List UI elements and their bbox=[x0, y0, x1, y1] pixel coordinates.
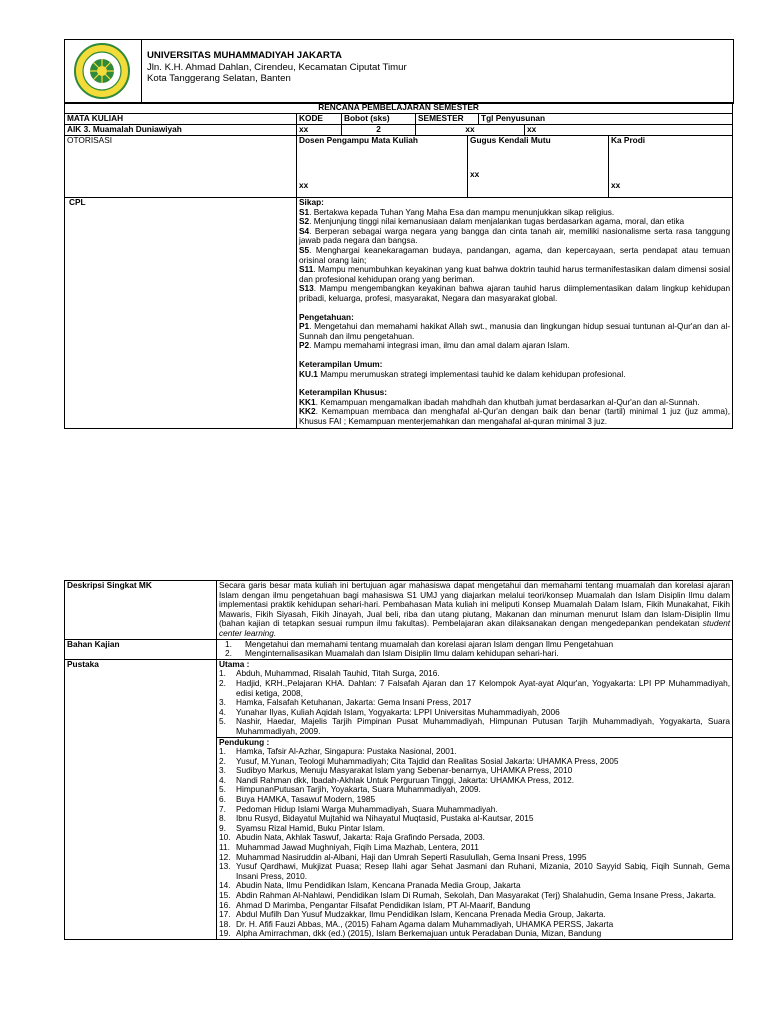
sikap-code: S2 bbox=[299, 216, 310, 227]
list-item: 15. Abdin Rahman Al-Nahlawi, Pendidikan Islam Di Rumah, Sekolah, Dan Masyarakat (Terj) Shalahudin, Gema Insane Press, Jakarta. bbox=[219, 890, 717, 900]
list-item: 7. Pedoman Hidup Islami Warga Muhammadiyah, Suara Muhammadiyah. bbox=[219, 803, 498, 814]
list-item: 3. Sudibyo Markus, Menuju Masyarakat Islam yang Sebenar-benarnya, UHAMKA Press, 2010 bbox=[219, 765, 573, 776]
keterampilan-khusus-code: KK2 bbox=[299, 406, 316, 417]
gugus-kendali-mutu-header: Gugus Kendali Mutu bbox=[470, 135, 551, 145]
keterampilan-umum-text: Mampu merumuskan strategi implementasi tauhid ke dalam kehidupan profesional. bbox=[317, 368, 626, 379]
list-item: 19. Alpha Amirrachman, dkk (ed.) (2015), Islam Berkemajuan untuk Peradaban Dunia, Mizan, Bandung bbox=[219, 928, 602, 939]
list-item: 11. Muhammad Jawad Mughniyah, Fiqih Lima Mazhab, Lentera, 2011 bbox=[219, 842, 479, 853]
keterampilan-umum-code: KU.1 bbox=[299, 368, 318, 379]
keterampilan-umum-title: Keterampilan Umum: bbox=[299, 358, 383, 369]
university-logo bbox=[65, 40, 142, 103]
list-item: 5. HimpunanPutusan Tarjih, Yoyakarta, Suara Muhammadiyah, 2009. bbox=[219, 784, 481, 795]
pustaka-pendukung-title: Pendukung : bbox=[219, 736, 270, 747]
pustaka-utama bbox=[217, 659, 733, 737]
pengetahuan-code: P2 bbox=[299, 340, 310, 351]
pustaka-pendukung bbox=[217, 737, 733, 939]
keterampilan-umum-item bbox=[299, 370, 730, 380]
deskripsi-label: Deskripsi Singkat MK bbox=[65, 581, 217, 640]
gugus-kendali-mutu-value: xx bbox=[470, 169, 480, 179]
pengetahuan-text: . Mampu memahami integrasi iman, ilmu dan amal dalam ajaran Islam. bbox=[309, 340, 570, 351]
sikap-item bbox=[299, 284, 730, 303]
pustaka-label: Pustaka bbox=[65, 659, 217, 939]
list-item: 1. Abduh, Muhammad, Risalah Tauhid, Titah Surga, 2016. bbox=[219, 668, 440, 679]
cpl-label: CPL bbox=[65, 198, 297, 429]
list-item: 2. Hadjid, KRH.,Pelajaran KHA. Dahlan: 7 Falsafah Ajaran dan 17 Kelompok Ayat-ayat Alqur'an, Yogyakarta: LPI PP Muhammadiyah, edisi ketiga, 2008, bbox=[219, 677, 730, 698]
list-item: 14. Abudin Nata, Ilmu Pendidikan Islam, Kencana Pranada Media Group, Jakarta bbox=[219, 880, 521, 891]
ka-prodi-cell bbox=[609, 136, 733, 198]
sikap-text: . Bertakwa kepada Tuhan Yang Maha Esa dan mampu menunjukkan sikap religius. bbox=[309, 206, 615, 217]
kode-header: KODE bbox=[297, 114, 342, 125]
list-item: 4. Nandi Rahman dkk, Ibadah-Akhlak Untuk Perguruan Tinggi, Jakarta: UHAMKA Press, 2012. bbox=[219, 774, 575, 785]
list-item: 5. Nashir, Haedar, Majelis Tarjih Pimpinan Pusat Muhammadiyah, Himpunan Putusan Tarjih Muhammadiyah, Yogyakarta, Suara Muhammadiyah, 2009. bbox=[219, 716, 730, 736]
semester-value: xx bbox=[416, 125, 525, 136]
keterampilan-khusus-item bbox=[299, 407, 730, 426]
keterampilan-khusus-text: . Kemampuan membaca dan menghafal al-Qur'an dengan baik dan benar (tartil) minimal 1 juz (juz amma), Khusus FAI ; Kemampuan menterjemahkan dan mengahafal al-quran minimal 3 juz. bbox=[299, 406, 731, 426]
kode-value: xx bbox=[297, 125, 342, 136]
list-item: 18. Dr. H. Afifi Fauzi Abbas, MA., (2015) Faham Agama dalam Muhammadiyah, UHAMKA PERSS, Jakarta bbox=[219, 918, 614, 929]
ka-prodi-header: Ka Prodi bbox=[611, 135, 646, 145]
list-item: 2. Yusuf, M.Yunan, Teologi Muhammadiyah; Cita Tajdid dan Realitas Sosial Jakarta: UHAMKA Press, 2005 bbox=[219, 755, 619, 766]
sikap-text: . Mampu mengembangkan keyakinan bahwa ajaran tauhid harus diimplementasikan dalam lingkup kehidupan pribadi, keluarga, profesi, masyarakat, Negara dan masyarakat global. bbox=[299, 283, 731, 303]
course-detail-table bbox=[64, 580, 733, 940]
dosen-pengampu-cell bbox=[297, 136, 468, 198]
mata-kuliah-header: MATA KULIAH bbox=[65, 114, 297, 125]
list-item: 10. Abudin Nata, Akhlak Taswuf, Jakarta: Raja Grafindo Persada, 2003. bbox=[219, 832, 485, 843]
deskripsi-text-italic: student center learning. bbox=[219, 618, 730, 638]
deskripsi-content bbox=[217, 581, 733, 640]
sikap-text: . Menghargai keanekaragaman budaya, pandangan, agama, dan kepercayaan, serta pendapat atau temuan orisinal orang lain; bbox=[299, 244, 731, 265]
sikap-text: . Berperan sebagai warga negara yang bangga dan cinta tanah air, memiliki nasionalisme serta rasa tanggung jawab pada negara dan bangsa. bbox=[299, 225, 731, 246]
ka-prodi-value: xx bbox=[611, 180, 621, 190]
rps-title: RENCANA PEMBELAJARAN SEMESTER bbox=[65, 103, 733, 114]
list-item: 4. Yunahar Ilyas, Kuliah Aqidah Islam, Yogyakarta: LPPI Universitas Muhammadiyah, 2006 bbox=[219, 706, 560, 717]
list-item: 2. Menginternalisasikan Muamalah dan Islam Disiplin Ilmu dalam kehidupan sehari-hari. bbox=[225, 648, 559, 659]
list-item: 9. Syamsu Rizal Hamid, Buku Pintar Islam. bbox=[219, 822, 385, 833]
bobot-header: Bobot (sks) bbox=[342, 114, 416, 125]
sikap-code: S13 bbox=[299, 283, 314, 294]
list-item: 3. Hamka, Falsafah Ketuhanan, Jakarta: Gema Insani Press, 2017 bbox=[219, 697, 472, 708]
list-item: 6. Buya HAMKA, Tasawuf Modern, 1985 bbox=[219, 794, 376, 805]
sikap-item bbox=[299, 227, 730, 246]
bobot-value: 2 bbox=[342, 125, 416, 136]
sikap-text: . Menjunjung tinggi nilai kemanusiaan dalam menjalankan tugas berdasarkan agama, moral, dan etika bbox=[309, 216, 685, 227]
cpl-content bbox=[297, 198, 733, 429]
university-name: UNIVERSITAS MUHAMMADIYAH JAKARTA bbox=[147, 50, 342, 61]
pengetahuan-text: . Mengetahui dan memahami hakikat Allah swt., manusia dan lingkungan hidup sesuai tuntunan al-Qur'an dan al-Sunnah dan ilmu pengetahuan. bbox=[299, 321, 731, 341]
sikap-item bbox=[299, 246, 730, 265]
pengetahuan-title: Pengetahuan: bbox=[299, 311, 354, 322]
list-item: 12. Muhammad Nasiruddin al-Albani, Haji dan Umrah Seperti Rasulullah, Gema Insani Press, 1995 bbox=[219, 851, 587, 862]
sikap-code: S11 bbox=[299, 264, 314, 275]
list-item: 16. Ahmad D Marimba, Pengantar Filsafat Pendidikan Islam, PT Al-Maarif, Bandung bbox=[219, 899, 531, 910]
semester-header: SEMESTER bbox=[416, 114, 479, 125]
dosen-pengampu-value: xx bbox=[299, 180, 309, 190]
rps-table bbox=[64, 102, 733, 429]
gugus-kendali-cell bbox=[468, 136, 609, 198]
keterampilan-khusus-code: KK1 bbox=[299, 396, 316, 407]
mata-kuliah-value: AIK 3. Muamalah Duniawiyah bbox=[65, 125, 297, 136]
sikap-code: S1 bbox=[299, 206, 310, 217]
dosen-pengampu-header: Dosen Pengampu Mata Kuliah bbox=[299, 135, 418, 145]
sikap-item bbox=[299, 265, 730, 284]
deskripsi-text: Secara garis besar mata kuliah ini bertujuan agar mahasiswa dapat mengetahui dan memahami tentang muamalah dan korelasi ajaran Islam dengan ilmu pengetahuan bagi mahasiswa S1 UMJ yang diajarkan melalui teori/konsep Muamalah dan Islam Disiplin Ilmu dalam implementasi praktik kehidupan sehari-hari. Pembahasan Mata kuliah ini meliputi Konsep Muamalah Dalam Islam, Fikih Munakahat, Fikih Mawaris, Fikih Siyasah, Fikih Jinayah, Jual beli, riba dan utang piutang, Makanan dan minuman menurut Islam dan Islam-Disiplin Ilmu (bahan kajian di tetapkan sesuai rumpun ilmu fakultas). Pembelajaran akan dilaksanakan dengan mengedepankan pendekatan bbox=[219, 580, 730, 629]
list-item: 1. Hamka, Tafsir Al-Azhar, Singapura: Pustaka Nasional, 2001. bbox=[219, 746, 457, 757]
otorisasi-label: OTORISASI bbox=[65, 136, 297, 198]
pengetahuan-item bbox=[299, 322, 730, 341]
sikap-code: S5 bbox=[299, 244, 310, 255]
tgl-penyusunan-header: Tgl Penyusunan bbox=[479, 114, 733, 125]
sikap-title: Sikap: bbox=[299, 197, 324, 207]
list-item: 13. Yusuf Qardhawi, Mukjizat Puasa; Resep Ilahi agar Sehat Jasmani dan Ruhani, Mizania, 2010 Sayyid Sabiq, Fiqih Sunnah, Gema Insani Press, 2010. bbox=[219, 861, 730, 881]
bahan-kajian-label: Bahan Kajian bbox=[65, 639, 217, 659]
document-header bbox=[64, 39, 734, 104]
bahan-kajian-content bbox=[217, 639, 733, 659]
list-item: 1. Mengetahui dan memahami tentang muamalah dan korelasi ajaran Islam dengan Ilmu Pengetahuan bbox=[225, 638, 614, 649]
sikap-text: . Mampu menumbuhkan keyakinan yang kuat bahwa doktrin tauhid harus termanifestasikan dalam dimensi sosial dan profesional kehidupan orang yang beriman. bbox=[299, 264, 731, 284]
university-address-line2: Kota Tanggerang Selatan, Banten bbox=[147, 73, 291, 84]
pengetahuan-item bbox=[299, 341, 730, 351]
sikap-code: S4 bbox=[299, 225, 310, 236]
pustaka-utama-title: Utama : bbox=[219, 658, 250, 669]
tgl-penyusunan-value: xx bbox=[525, 125, 733, 136]
keterampilan-khusus-text: . Kemampuan mengamalkan ibadah mahdhah dan khutbah jumat berdasarkan al-Qur'an dan al-Sunnah. bbox=[315, 396, 700, 407]
pengetahuan-code: P1 bbox=[299, 321, 310, 332]
list-item: 8. Ibnu Rusyd, Bidayatul Mujtahid wa Nihayatul Muqtasid, Pustaka al-Kautsar, 2015 bbox=[219, 813, 534, 824]
list-item: 17. Abdul Mufilh Dan Yusuf Mudzakkar, Ilmu Pendidikan Islam, Kencana Prenada Media Group, Jakarta. bbox=[219, 909, 606, 920]
university-address-line1: Jln. K.H. Ahmad Dahlan, Cirendeu, Kecamatan Ciputat Timur bbox=[147, 61, 407, 73]
keterampilan-khusus-title: Keterampilan Khusus: bbox=[299, 387, 388, 398]
